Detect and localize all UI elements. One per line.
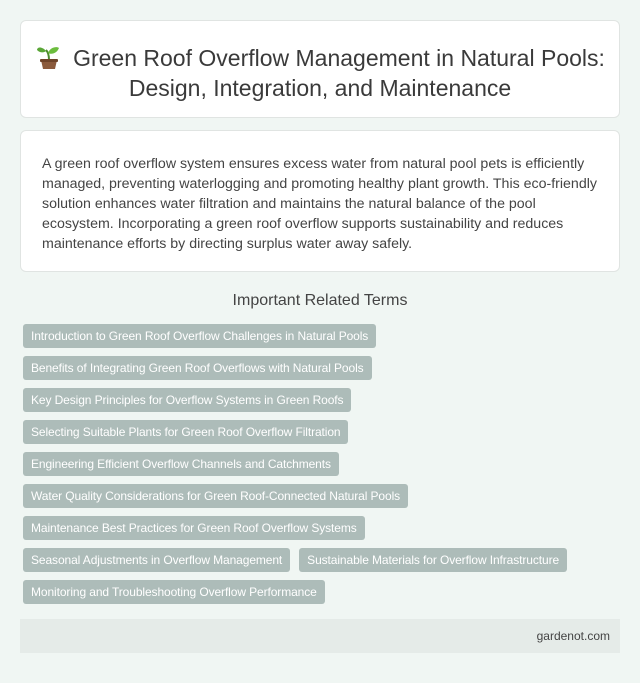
term-tag[interactable]: Maintenance Best Practices for Green Roof Overflow Systems [23,516,365,540]
seedling-icon [35,43,63,71]
footer-site-link[interactable]: gardenot.com [536,629,610,643]
related-terms-list [23,324,619,604]
title-card [20,20,620,118]
term-tag[interactable]: Sustainable Materials for Overflow Infrastructure [299,548,567,572]
page-title-wrap [21,43,619,103]
term-tag[interactable]: Monitoring and Troubleshooting Overflow Performance [23,580,325,604]
page-title: Green Roof Overflow Management in Natural Pools: Design, Integration, and Maintenance [73,45,605,101]
term-tag[interactable]: Seasonal Adjustments in Overflow Management [23,548,290,572]
intro-paragraph: A green roof overflow system ensures excess water from natural pool pets is efficiently managed, preventing waterlogging and promoting healthy plant growth. This eco-friendly solution enhances water filtration and maintains the natural balance of the pool ecosystem. Incorporating a green roof overflow supports sustainability and reduces maintenance efforts by directing surplus water away safely. [42,156,597,252]
footer [20,619,620,653]
intro-card [20,130,620,272]
term-tag[interactable]: Selecting Suitable Plants for Green Roof Overflow Filtration [23,420,348,444]
term-tag[interactable]: Engineering Efficient Overflow Channels and Catchments [23,452,339,476]
related-terms-heading: Important Related Terms [232,292,408,309]
term-tag[interactable]: Water Quality Considerations for Green Roof-Connected Natural Pools [23,484,408,508]
term-tag[interactable]: Key Design Principles for Overflow Systems in Green Roofs [23,388,351,412]
term-tag[interactable]: Benefits of Integrating Green Roof Overflows with Natural Pools [23,356,372,380]
term-tag[interactable]: Introduction to Green Roof Overflow Challenges in Natural Pools [23,324,376,348]
